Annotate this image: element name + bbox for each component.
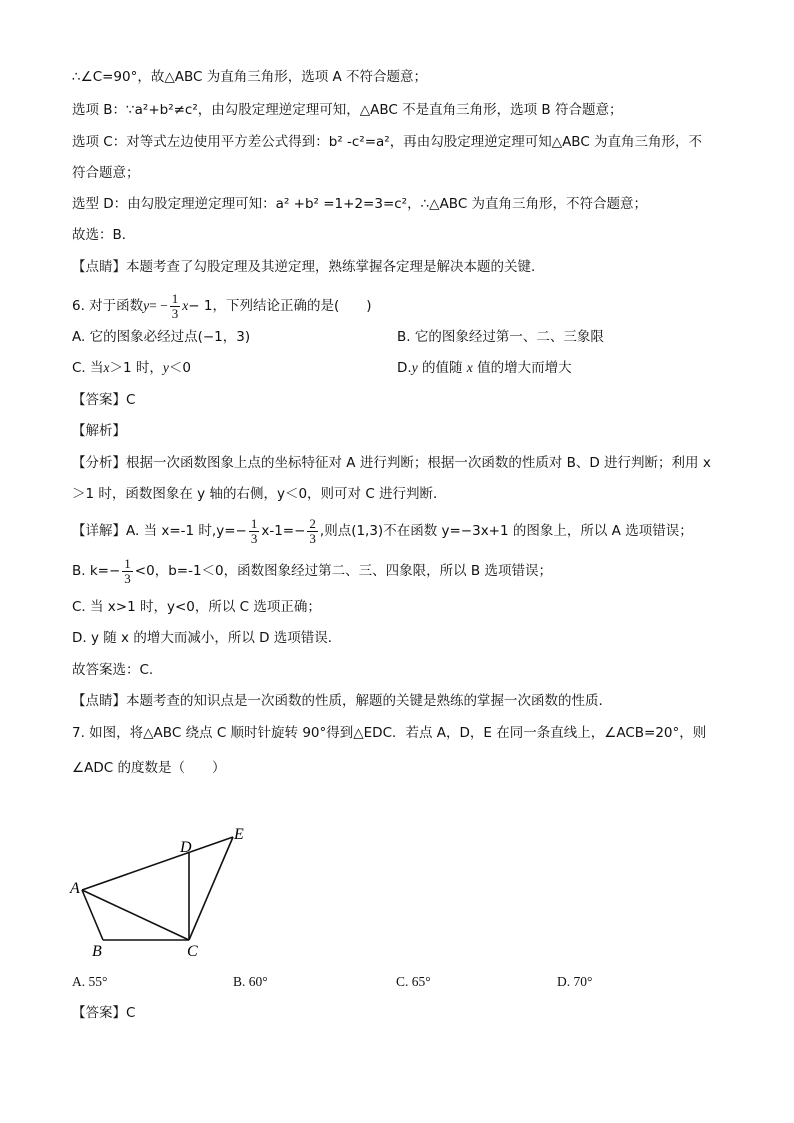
solution-line-5: 选型 D：由勾股定理逆定理可知：a² +b² =1+2=3=c²，∴△ABC 为直角三角形，不符合题意； [72,196,648,212]
q6-var-y: y [143,298,150,313]
q6-detail-1a: A. 当 x=-1 时,y=− [126,523,247,539]
comment-line [72,257,545,277]
q7-answer-value: C [126,1005,136,1021]
q6-detail-line-3: C. 当 x>1 时，y<0，所以 C 选项正确； [72,599,321,615]
q7-option-a: A. 55° [72,974,108,989]
label-b: B [92,943,102,960]
q6-optc-c: ＜0 [168,360,191,376]
label-e: E [234,826,244,843]
comment-text: 本题考查了勾股定理及其逆定理，熟练掌握各定理是解决本题的关键． [126,259,545,275]
q7-answer-tag: 【答案】 [72,1005,126,1021]
q6-detail-line-2 [72,553,552,589]
q6-detail-1c: ,则点(1,3)不在函数 y=−3x+1 的图象上，所以 A 选项错误； [319,523,693,539]
solution-line-1: ∴∠C=90°，故△ABC 为直角三角形，选项 A 不符合题意； [72,69,428,85]
segment-ec [189,837,233,940]
q7-stem-line-1: 7. 如图，将△ABC 绕点 C 顺时针旋转 90°得到△EDC．若点 A，D，E 在同一条直线上，∠ACB=20°，则 [72,725,707,741]
q6-stem [72,288,372,324]
q6-optc-b: ＞1 时， [109,360,163,376]
q6-option-b: B. 它的图象经过第一、二、三象限 [397,329,604,345]
q6-comment-text: 本题考查的知识点是一次函数的性质，解题的关键是熟练的掌握一次函数的性质. [126,693,603,709]
q6-fenxi-text-1: 根据一次函数图象上点的坐标特征对 A 进行判断；根据一次函数的性质对 B、D 进行判断；利用 x [126,455,711,471]
q6-optc-y: y [162,360,169,375]
q6-detail-frac-3 [122,557,133,586]
label-d: D [180,839,192,856]
q6-detail-frac2-num: 2 [309,515,316,531]
q6-answer [72,390,135,410]
q6-frac-den: 3 [171,305,179,321]
q7-option-c: C. 65° [396,974,431,989]
q6-detail-2a: B. k=− [72,563,121,579]
comment-tag: 【点睛】 [72,259,126,275]
q7-triangle-figure [60,815,270,965]
q6-detail-frac1-den: 3 [250,530,258,546]
q6-detail-frac-1 [249,517,260,546]
q6-optc-x: x [103,360,110,375]
label-c: C [187,943,198,960]
q6-detail-frac1-num: 1 [250,515,258,531]
solution-line-6: 故选：B． [72,227,136,243]
solution-line-4: 符合题意； [72,165,140,181]
q6-detail-frac3-num: 1 [124,555,131,571]
q6-optc-a: C. 当 [72,360,104,376]
label-a: A [70,880,80,897]
q6-fenxi-line-1 [72,453,711,473]
solution-line-3: 选项 C：对等式左边使用平方差公式得到：b² -c²=a²，再由勾股定理逆定理可知△ABC 为直角三角形，不 [72,134,703,150]
q6-option-c [72,358,191,378]
q6-detail-2b: <0，b=-1＜0，函数图象经过第二、三、四象限，所以 B 选项错误； [134,563,552,579]
q6-detail-frac3-den: 3 [124,570,131,586]
q6-eq: = − [149,298,168,313]
q6-answer-tag: 【答案】 [72,392,126,408]
q6-fenxi-tag: 【分析】 [72,455,126,471]
q6-fraction [170,292,181,321]
q7-option-d: D. 70° [557,974,593,989]
q6-answer-value: C [126,392,136,408]
q6-option-a: A. 它的图象必经过点(−1，3) [72,329,251,345]
q6-frac-num: 1 [171,290,179,306]
q6-detail-line-1 [72,513,693,549]
segment-ae [82,837,233,890]
q6-stem-suffix: − 1，下列结论正确的是( ) [188,298,372,314]
q7-answer [72,1003,135,1023]
q6-detail-frac2-den: 3 [309,530,316,546]
q6-detail-tag: 【详解】 [72,523,126,539]
q6-option-d [397,358,572,378]
q6-optd-y: y [411,360,418,375]
q6-fenxi-line-2: ＞1 时，函数图象在 y 轴的右侧，y＜0，则可对 C 进行判断． [72,486,447,502]
q6-optd-x: x [466,360,473,375]
q6-detail-1b: x-1=− [261,523,306,539]
q7-stem-line-2: ∠ADC 的度数是（ ） [72,760,226,776]
q6-var-x: x [182,298,189,313]
solution-line-2: 选项 B：∵a²+b²≠c²，由勾股定理逆定理可知，△ABC 不是直角三角形，选项 B 符合题意； [72,102,623,118]
q6-stem-prefix: 6. 对于函数 [72,298,144,314]
q6-comment-line [72,691,603,711]
q6-optd-a: D. [397,360,412,376]
q6-optd-c: 值的增大而增大 [477,360,572,376]
q6-detail-line-4: D. y 随 x 的增大而减小，所以 D 选项错误． [72,630,342,646]
q6-comment-tag: 【点睛】 [72,693,126,709]
q6-optd-b: 的值随 [421,360,463,376]
q6-detail-frac-2 [307,517,318,546]
q6-analysis-tag: 【解析】 [72,423,126,439]
segment-ac [82,890,189,940]
q7-option-b: B. 60° [233,974,268,989]
q6-detail-line-5: 故答案选：C. [72,662,154,678]
